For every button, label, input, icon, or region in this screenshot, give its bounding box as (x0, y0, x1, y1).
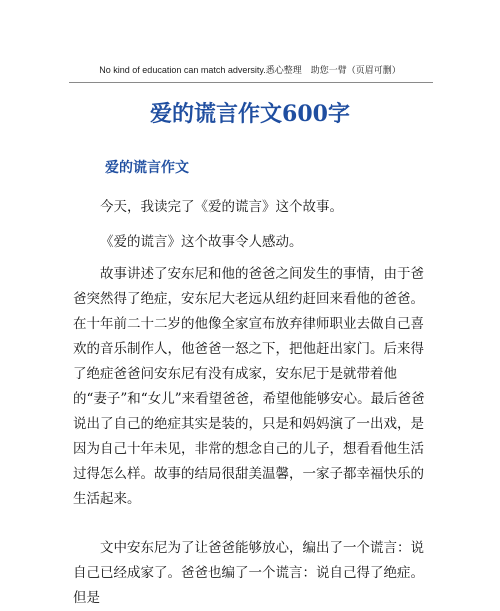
document-title: 爱的谎言作文600字 (150, 101, 350, 127)
paragraph-2 (73, 230, 427, 255)
page-header: No kind of education can match adversity.悉心整理 助您一臂（页眉可删） (99, 65, 401, 75)
section-subtitle: 爱的谎言作文 (105, 160, 189, 176)
paragraph-text: 《爱的谎言》这个故事令人感动。 (100, 234, 303, 250)
paragraph-4 (73, 536, 427, 611)
paragraph-text: 今天，我读完了《爱的谎言》这个故事。 (100, 199, 343, 215)
paragraph-text: 文中安东尼为了让爸爸能够放心，编出了一个谎言：说自己已经成家了。爸爸也编了一个谎言：说自己得了绝症。但是 (73, 540, 424, 606)
header-divider (69, 82, 433, 83)
paragraph-text: 故事讲述了安东尼和他的爸爸之间发生的事情，由于爸爸突然得了绝症，安东尼大老远从纽约赶回来看他的爸爸。在十年前二十二岁的他像全家宣布放弃律师职业去做自己喜欢的音乐制作人，他爸爸一怒之下，把他赶出家门。后来得了绝症爸爸问安东尼有没有成家，安东尼于是就带着他的“妻子”和“女儿”来看望爸爸，希望他能够安心。最后爸爸说出了自己的绝症其实是装的，只是和妈妈演了一出戏，是因为自己十年未见，非常的想念自己的儿子，想看看他生活过得怎么样。故事的结局很甜美温馨，一家子都幸福快乐的生活起来。 (73, 266, 425, 507)
paragraph-3 (73, 262, 427, 512)
paragraph-1 (73, 195, 427, 220)
